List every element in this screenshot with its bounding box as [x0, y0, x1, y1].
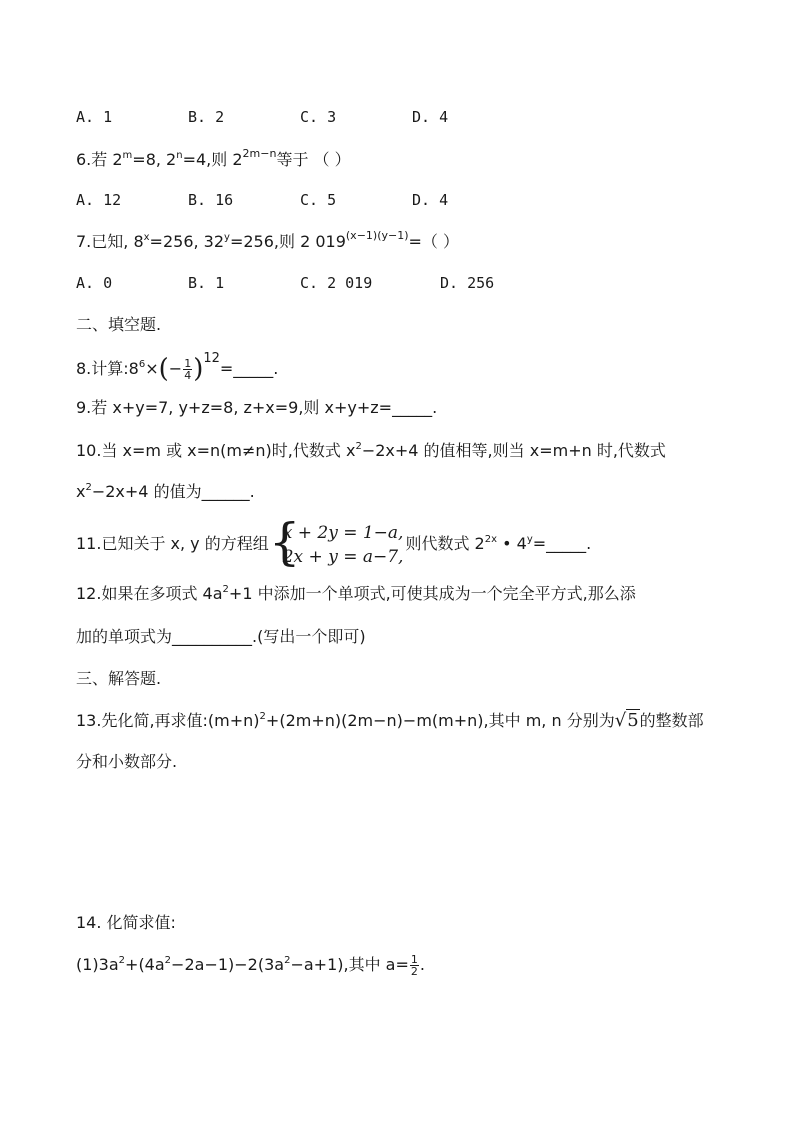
q6-options	[76, 189, 596, 211]
q14-fraction: $\frac{1}{2}$	[410, 953, 418, 978]
q13-question-line1: 13.先化简,再求值$:(m+n)^2+(2m+n)(2m-n)-m(m+n)$,其中 m, n 分别为√5的整数部	[76, 710, 704, 731]
q11-question: 11.已知关于 x, y 的方程组 { x + 2y = 1−a, 2x + y = a−7, 则代数式 $2^{2x}$ • $4^y=\_\_\_\_\_$.	[76, 512, 592, 571]
q6-question: 6.若 $2^m=8$, $2^n=4$,则 $2^{2m-n}$等于 （ ）	[76, 147, 351, 169]
q12-question-line1: 12.如果在多项式 $4a^2+1$ 中添加一个单项式,可使其成为一个完全平方式,那么添	[76, 584, 636, 603]
q6-option-a: A. 12	[76, 191, 122, 209]
q6-option-b: B. 16	[188, 191, 234, 209]
sqrt-5: √5	[614, 710, 639, 731]
q14-part1: $(1)3a^2+(4a^2-2a-1)-2(3a^2-a+1)$,其中 a= $\frac{1}{2}$ .	[76, 953, 425, 978]
q7-option-c: C. 2 019	[300, 274, 373, 292]
q10-question-line1: 10.当 x=m 或 x=n(m≠n)时,代数式 $x^2-2x+4$ 的值相等,则当 x=m+n 时,代数式	[76, 441, 666, 460]
q5-option-a: A. 1	[76, 108, 113, 126]
q7-option-d: D. 256	[440, 274, 495, 292]
q11-equation-2: 2x + y = a−7,	[282, 546, 404, 567]
q9-question: 9.若 x+y=7, y+z=8, z+x=9,则 x+y+z=_____.	[76, 398, 438, 417]
q6-option-c: C. 5	[300, 191, 337, 209]
q5-options	[76, 106, 596, 128]
q8-question: 8.计算$:8^6\times(-$ $\frac{1}{4}$ )$^{12}$=_____.	[76, 351, 279, 384]
q6-option-d: D. 4	[412, 191, 449, 209]
q7-question: 7.已知, $8^x=256$, $32^y=256$,则 2 $019^{(x-1)(y-1)}=$（ ）	[76, 229, 460, 251]
q7-options	[76, 272, 596, 294]
q7-option-a: A. 0	[76, 274, 113, 292]
q14-title: 14. 化简求值:	[76, 913, 176, 932]
q12-question-line2: 加的单项式为__________.(写出一个即可)	[76, 627, 366, 646]
q11-equation-system: { x + 2y = 1−a, 2x + y = a−7,	[268, 512, 404, 571]
q5-option-d: D. 4	[412, 108, 449, 126]
q11-equation-1: x + 2y = 1−a,	[282, 522, 404, 543]
q10-question-line2: $x^2-2x+4$ 的值为______.	[76, 482, 255, 501]
q8-fraction: $\frac{1}{4}$	[184, 357, 192, 382]
q7-option-b: B. 1	[188, 274, 225, 292]
q5-option-c: C. 3	[300, 108, 337, 126]
section-heading-answer: 三、解答题.	[76, 669, 162, 688]
q13-question-line2: 分和小数部分.	[76, 752, 178, 771]
q5-option-b: B. 2	[188, 108, 225, 126]
section-heading-fill-blank: 二、填空题.	[76, 315, 162, 334]
